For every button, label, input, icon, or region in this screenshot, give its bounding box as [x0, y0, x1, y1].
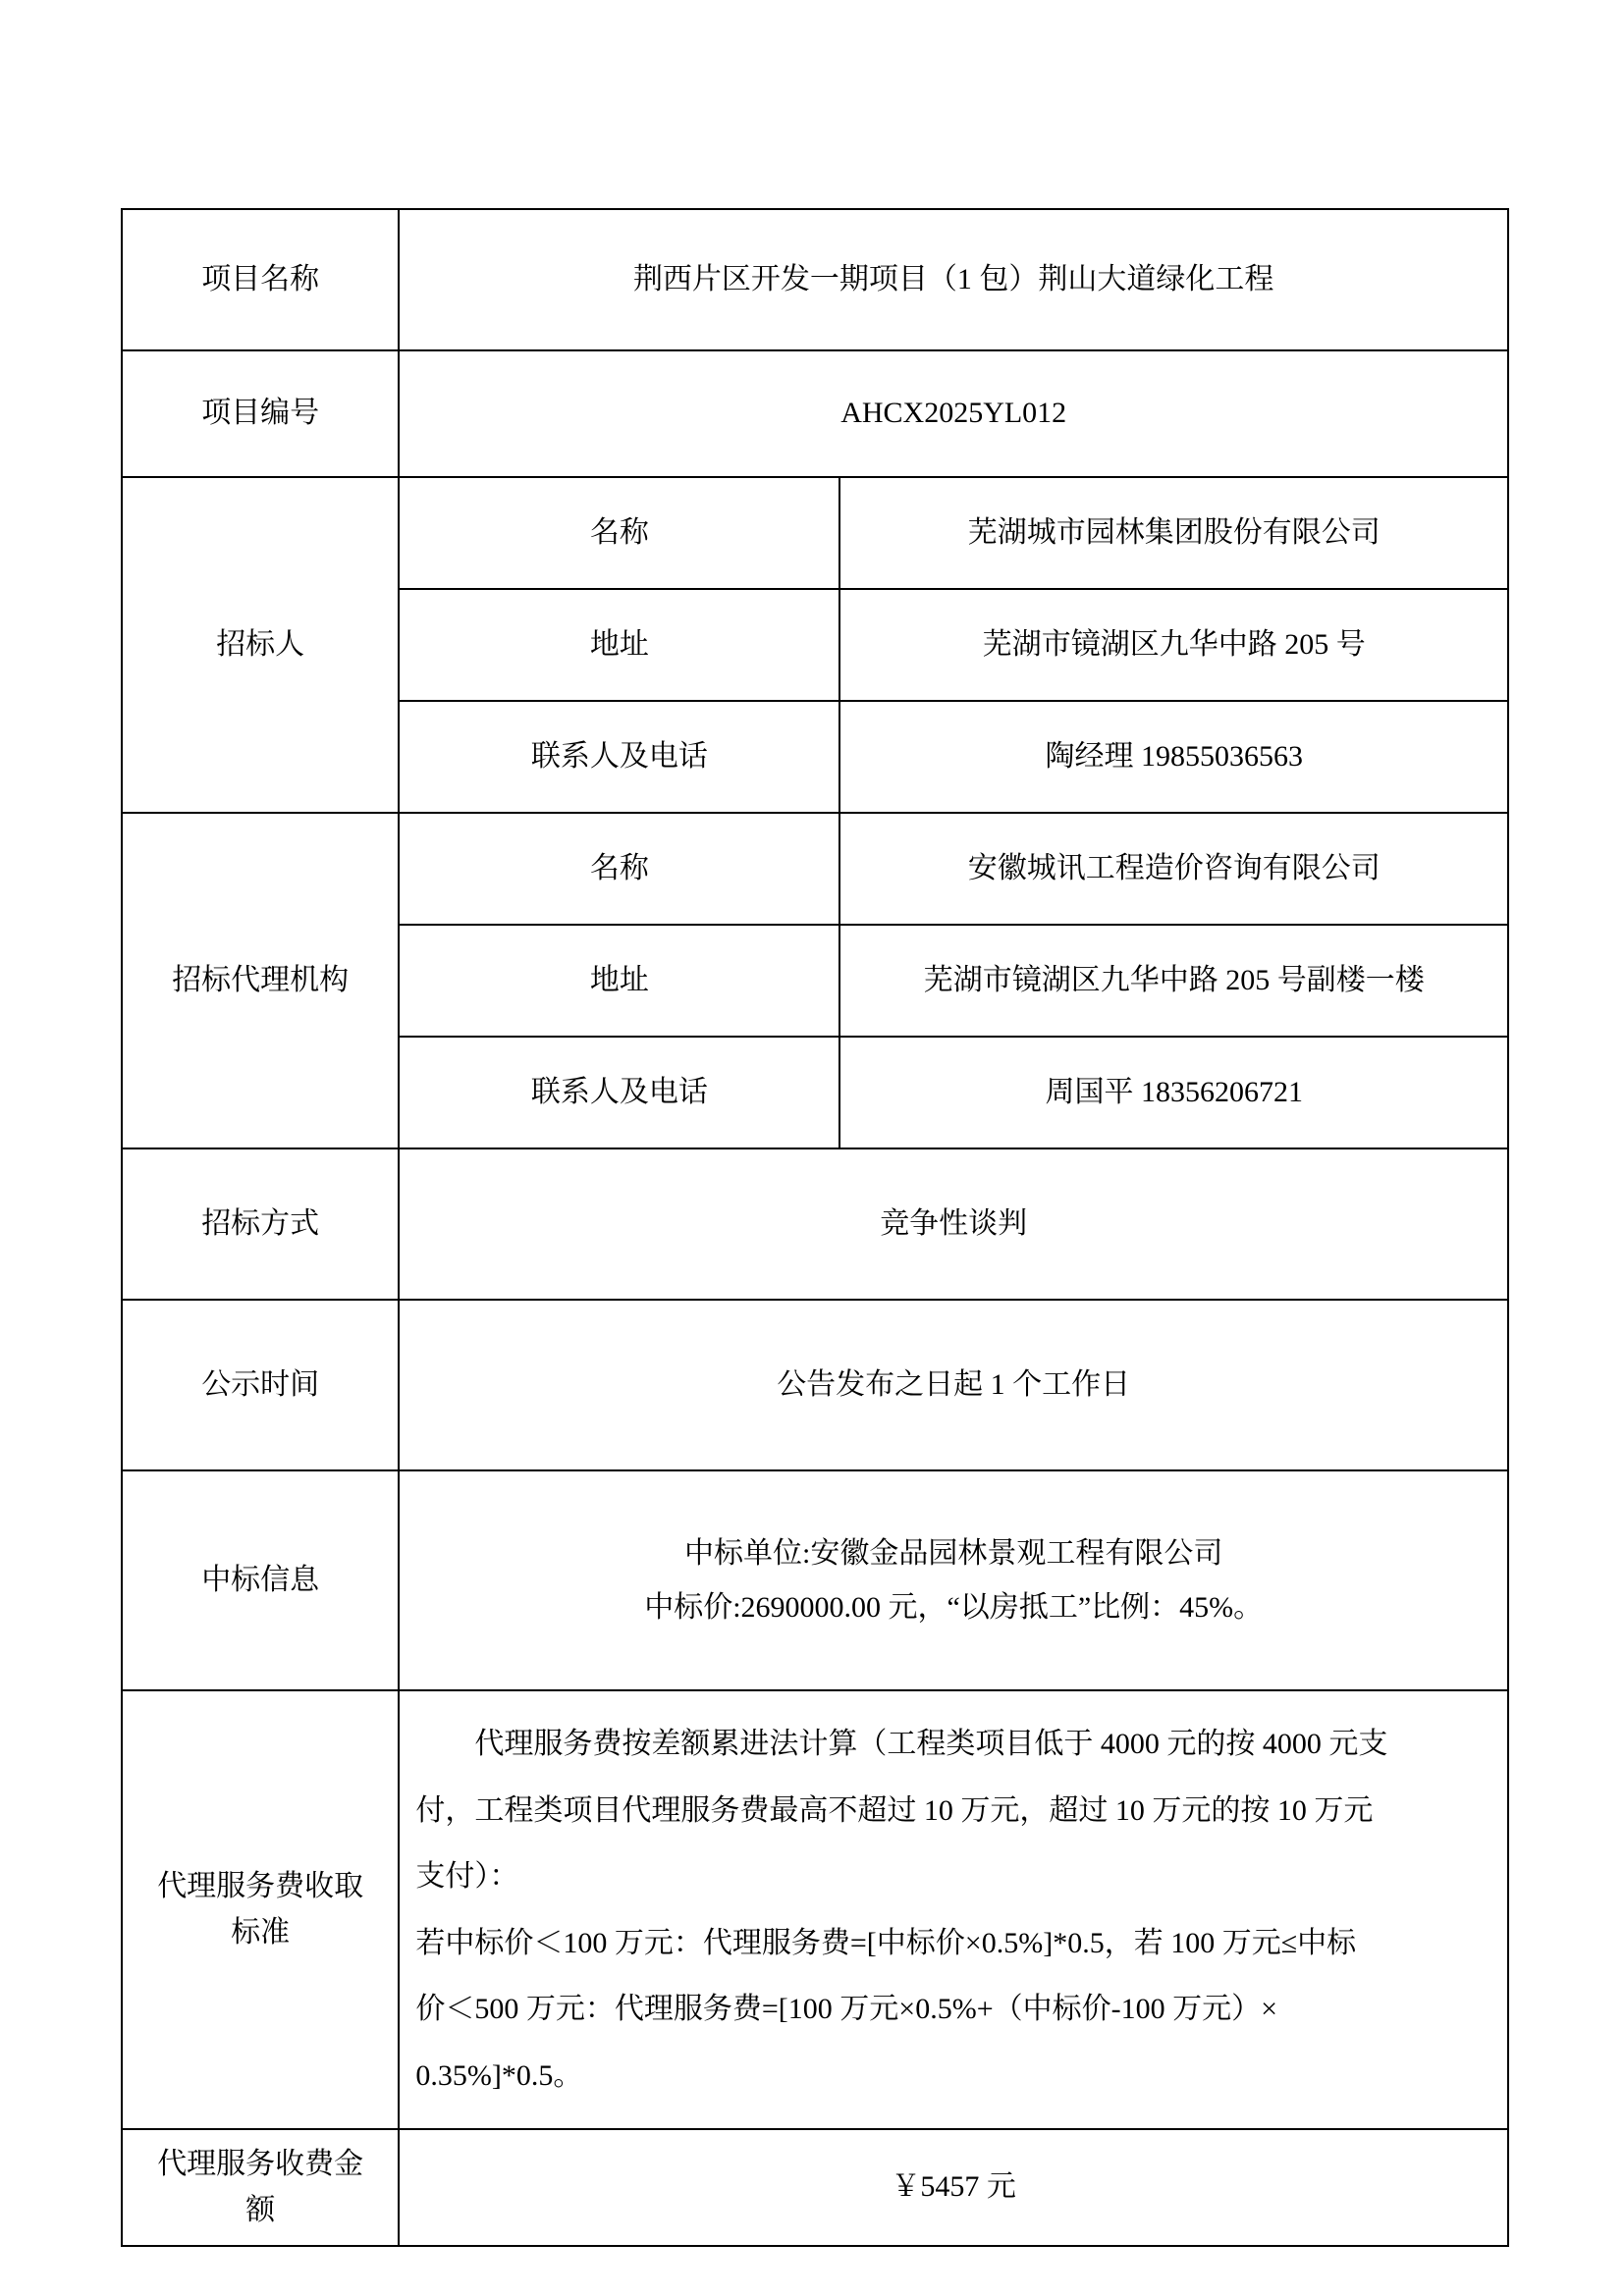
table-row — [122, 1470, 1508, 1690]
tenderer-label: 招标人 — [122, 477, 399, 813]
table-row — [122, 813, 1508, 925]
tenderer-contact-label: 联系人及电话 — [399, 701, 839, 813]
agency-name-value: 安徽城讯工程造价咨询有限公司 — [839, 813, 1508, 925]
project-info-table — [121, 208, 1509, 2247]
bid-method-label: 招标方式 — [122, 1148, 399, 1300]
agency-address-value: 芜湖市镜湖区九华中路 205 号副楼一楼 — [839, 925, 1508, 1037]
tenderer-address-label: 地址 — [399, 589, 839, 701]
fee-standard-value: 代理服务费按差额累进法计算（工程类项目低于 4000 元的按 4000 元支 付，工程类项目代理服务费最高不超过 10 万元，超过 10 万元的按 10 万元 支付）： 若中标价＜100 万元：代理服务费=[中标价×0.5%]*0.5，若 100 万元≤中标 价＜500 万元：代理服务费=[100 万元×0.5%+（中标价-100 万元）× 0.35%]*0.5。 — [399, 1690, 1508, 2129]
agency-address-label: 地址 — [399, 925, 839, 1037]
table-row — [122, 350, 1508, 477]
publicity-period-value: 公告发布之日起 1 个工作日 — [399, 1300, 1508, 1470]
agency-label: 招标代理机构 — [122, 813, 399, 1148]
fee-amount-label: 代理服务收费金额 — [122, 2129, 399, 2246]
agency-contact-value: 周国平 18356206721 — [839, 1037, 1508, 1148]
fee-standard-label: 代理服务费收取标准 — [122, 1690, 399, 2129]
agency-name-label: 名称 — [399, 813, 839, 925]
table-row — [122, 1690, 1508, 2129]
table-row — [122, 209, 1508, 350]
table-row — [122, 2129, 1508, 2246]
project-number-label: 项目编号 — [122, 350, 399, 477]
agency-contact-label: 联系人及电话 — [399, 1037, 839, 1148]
bid-method-value: 竞争性谈判 — [399, 1148, 1508, 1300]
tenderer-address-value: 芜湖市镜湖区九华中路 205 号 — [839, 589, 1508, 701]
tenderer-contact-value: 陶经理 19855036563 — [839, 701, 1508, 813]
table-row — [122, 1148, 1508, 1300]
project-number-value: AHCX2025YL012 — [399, 350, 1508, 477]
tenderer-name-label: 名称 — [399, 477, 839, 589]
tenderer-name-value: 芜湖城市园林集团股份有限公司 — [839, 477, 1508, 589]
table-row — [122, 477, 1508, 589]
project-name-value: 荆西片区开发一期项目（1 包）荆山大道绿化工程 — [399, 209, 1508, 350]
fee-amount-value: ￥5457 元 — [399, 2129, 1508, 2246]
project-name-label: 项目名称 — [122, 209, 399, 350]
award-info-value: 中标单位:安徽金品园林景观工程有限公司 中标价:2690000.00 元，“以房抵工”比例：45%。 — [399, 1470, 1508, 1690]
table-row — [122, 1300, 1508, 1470]
publicity-period-label: 公示时间 — [122, 1300, 399, 1470]
award-info-label: 中标信息 — [122, 1470, 399, 1690]
